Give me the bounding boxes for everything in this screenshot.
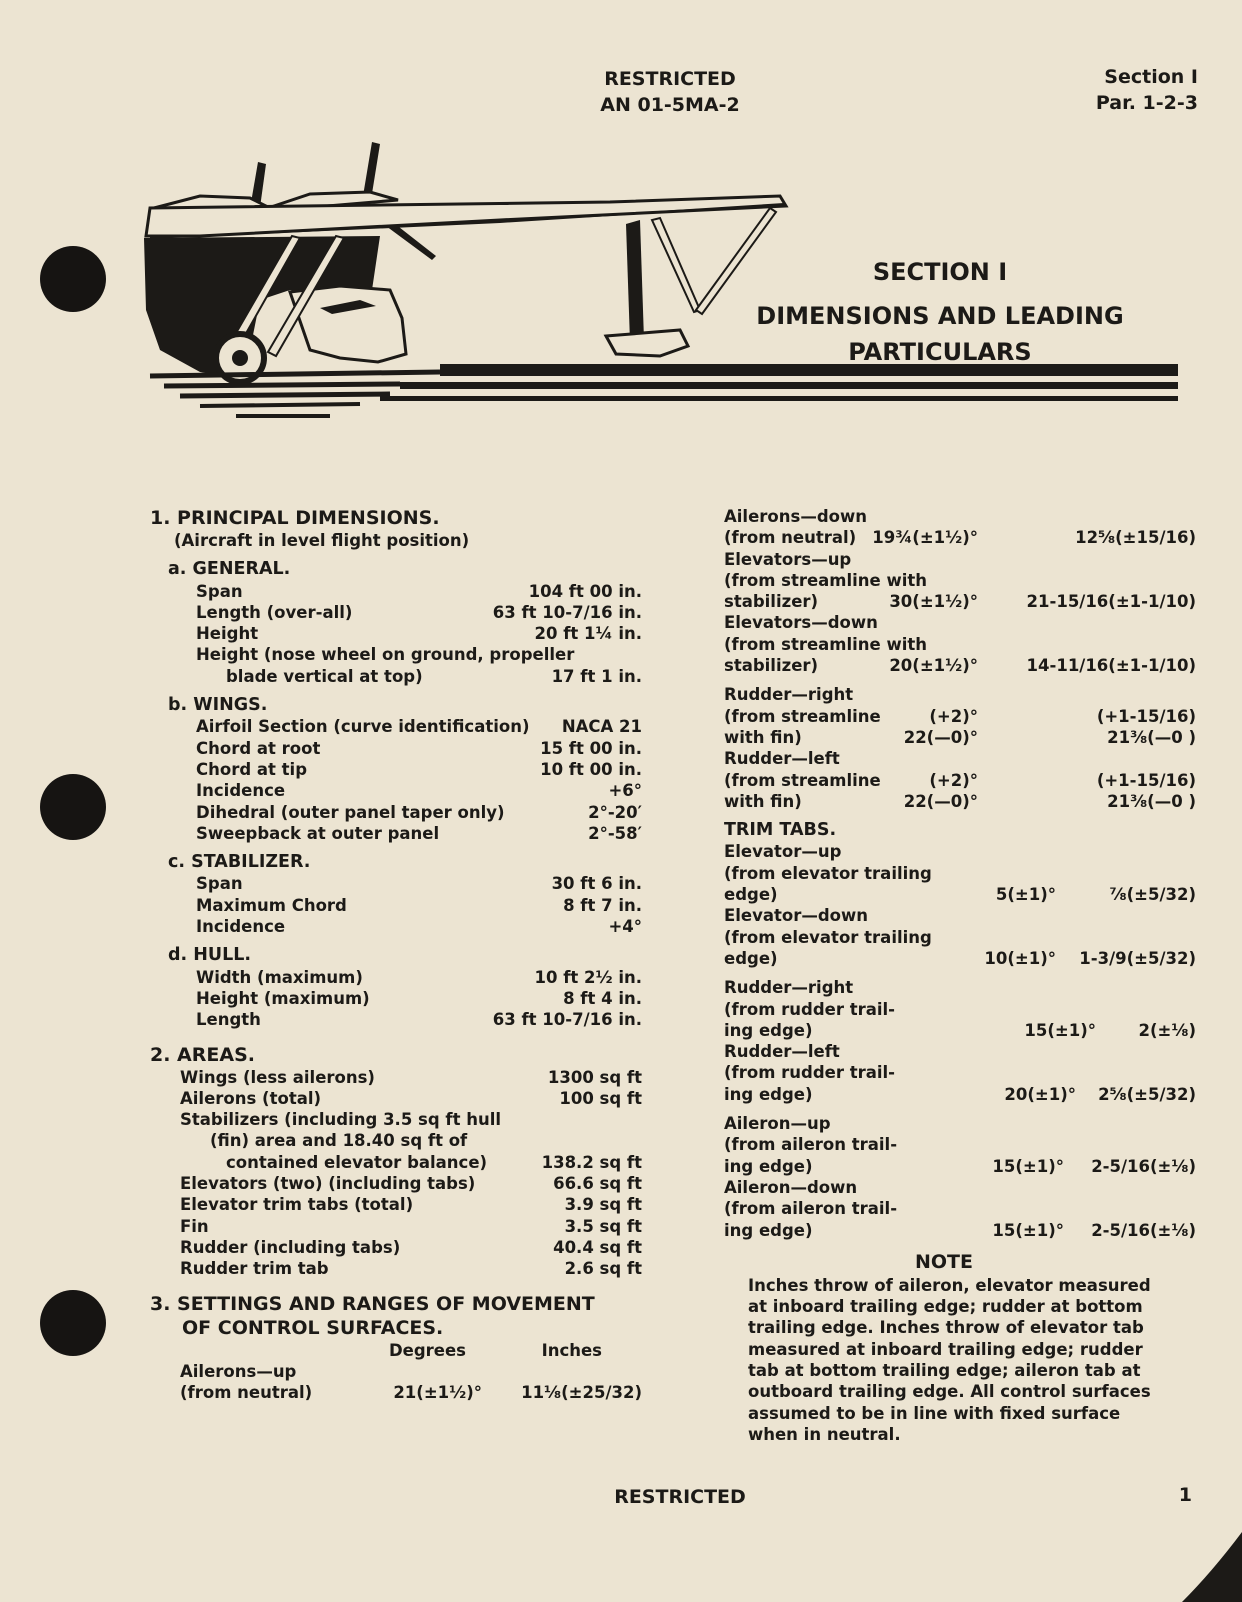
document-number: AN 01-5MA-2 (600, 94, 740, 116)
note-line: when in neutral. (748, 1424, 901, 1444)
section-reference (1096, 64, 1198, 116)
left-column (150, 506, 660, 1403)
section-heading-line2: PARTICULARS (848, 338, 1032, 366)
areas-heading: 2. AREAS. (150, 1043, 255, 1066)
area-row: contained elevator balance) 138.2 sq ft (226, 1152, 642, 1172)
spec-row: Length 63 ft 10-7/16 in. (196, 1010, 642, 1030)
section-heading-line1: DIMENSIONS AND LEADING (756, 302, 1124, 330)
area-row: Elevator trim tabs (total) 3.9 sq ft (180, 1195, 642, 1215)
trim-row: Rudder—right (724, 978, 854, 998)
paragraph-label: Par. 1-2-3 (1095, 92, 1198, 114)
restricted-label: RESTRICTED (604, 68, 736, 90)
trim-row: ing edge) 15(±1)° 2-5/16(±⅛) (724, 1220, 1196, 1240)
principal-dimensions-heading: 1. PRINCIPAL DIMENSIONS. (150, 507, 440, 529)
movement-row: (from streamline (+2)° (+1-15/16) (724, 706, 1196, 726)
movement-row: (from streamline with (724, 570, 928, 590)
stabilizer-heading: c. STABILIZER. (168, 852, 311, 873)
binder-hole-top (40, 246, 106, 312)
right-column (724, 506, 1196, 1445)
movement-row: Elevators—down (724, 613, 878, 633)
area-row: Wings (less ailerons) 1300 sq ft (180, 1067, 642, 1087)
spec-row: Span 104 ft 00 in. (196, 581, 642, 601)
area-row: (fin) area and 18.40 sq ft of (210, 1131, 468, 1151)
area-row: Fin 3.5 sq ft (180, 1216, 642, 1236)
movement-row: (from neutral) 21(±1½)° 11⅛(±25/32) (180, 1383, 642, 1403)
binder-hole-middle (40, 774, 106, 840)
spec-row: Span 30 ft 6 in. (196, 874, 642, 894)
spec-row: Height 20 ft 1¼ in. (196, 624, 642, 644)
trim-row: (from elevator trailing (724, 927, 932, 947)
settings-heading-line1: 3. SETTINGS AND RANGES OF MOVEMENT (150, 1292, 595, 1315)
settings-heading-line2: OF CONTROL SURFACES. (182, 1316, 444, 1339)
note-title: NOTE (915, 1250, 973, 1273)
hull-heading: d. HULL. (168, 945, 252, 966)
movement-row: Ailerons—down (724, 507, 867, 526)
movement-row: Rudder—left (724, 749, 840, 769)
note-line: trailing edge. Inches throw of elevator tab (748, 1318, 1144, 1338)
trim-row: edge) 10(±1)° 1-3/9(±5/32) (724, 948, 1196, 968)
movement-row: with fin) 22(—0)° 21⅜(—0 ) (724, 791, 1196, 811)
inches-column-header: Inches (541, 1340, 602, 1360)
spec-row: Maximum Chord 8 ft 7 in. (196, 895, 642, 915)
trim-row: (from rudder trail- (724, 999, 896, 1019)
area-row: Elevators (two) (including tabs) 66.6 sq ft (180, 1174, 642, 1194)
trim-row: ing edge) 20(±1)° 2⅝(±5/32) (724, 1084, 1196, 1104)
section-title (740, 254, 1140, 370)
general-heading: a. GENERAL. (168, 559, 291, 580)
note-line: at inboard trailing edge; rudder at bottom (748, 1297, 1143, 1317)
spec-row: Incidence +6° (196, 781, 642, 801)
note-line: assumed to be in line with fixed surface (748, 1403, 1121, 1423)
area-row: Stabilizers (including 3.5 sq ft hull (180, 1110, 502, 1130)
spec-row: Width (maximum) 10 ft 2½ in. (196, 967, 642, 987)
spec-row: Airfoil Section (curve identification) NACA 21 (196, 717, 642, 737)
movement-row: Rudder—right (724, 685, 854, 705)
spec-row: Chord at tip 10 ft 00 in. (196, 759, 642, 779)
movement-row: (from neutral) 19¾(±1½)° 12⅝(±15/16) (724, 528, 1196, 548)
note-line: tab at bottom trailing edge; aileron tab at (748, 1360, 1141, 1380)
movement-row: (from streamline with (724, 634, 928, 654)
trim-row: ing edge) 15(±1)° 2(±⅛) (724, 1020, 1196, 1040)
trim-row: Elevator—down (724, 906, 869, 926)
section-number: SECTION I (872, 258, 1008, 286)
note-line: Inches throw of aileron, elevator measured (748, 1275, 1151, 1295)
movement-row: stabilizer) 30(±1½)° 21-15/16(±1-1/10) (724, 592, 1196, 612)
settings-column-headers (180, 1340, 642, 1361)
spec-row: Height (nose wheel on ground, propeller (196, 645, 575, 665)
trim-row: (from rudder trail- (724, 1063, 896, 1083)
note-body (748, 1275, 1188, 1445)
spec-row: Dihedral (outer panel taper only) 2°-20′ (196, 802, 642, 822)
spec-row: Height (maximum) 8 ft 4 in. (196, 988, 642, 1008)
movement-row: with fin) 22(—0)° 21⅜(—0 ) (724, 727, 1196, 747)
binder-hole-bottom (40, 1290, 106, 1356)
note-line: measured at inboard trailing edge; rudder (748, 1339, 1143, 1359)
classification-header (560, 66, 780, 118)
trim-row: Aileron—down (724, 1177, 858, 1197)
spec-row: Chord at root 15 ft 00 in. (196, 738, 642, 758)
area-row: Rudder trim tab 2.6 sq ft (180, 1259, 642, 1279)
note-line: outboard trailing edge. All control surfaces (748, 1382, 1151, 1402)
footer-restricted: RESTRICTED (614, 1486, 746, 1508)
wings-heading: b. WINGS. (168, 695, 268, 716)
trim-row: edge) 5(±1)° ⅞(±5/32) (724, 885, 1196, 905)
trim-row: (from elevator trailing (724, 863, 932, 883)
trim-row: Rudder—left (724, 1042, 840, 1062)
trim-row: Elevator—up (724, 842, 842, 862)
movement-row: Ailerons—up (180, 1361, 297, 1381)
principal-dimensions-note: (Aircraft in level flight position) (174, 531, 470, 550)
spec-row: Sweepback at outer panel 2°-58′ (196, 823, 642, 843)
area-row: Rudder (including tabs) 40.4 sq ft (180, 1237, 642, 1257)
trim-row: ing edge) 15(±1)° 2-5/16(±⅛) (724, 1156, 1196, 1176)
movement-row: Elevators—up (724, 549, 852, 569)
trim-row: (from aileron trail- (724, 1199, 898, 1219)
trim-row: Aileron—up (724, 1114, 831, 1134)
movement-row: stabilizer) 20(±1½)° 14-11/16(±1-1/10) (724, 656, 1196, 676)
degrees-column-header: Degrees (388, 1340, 466, 1360)
movement-row: (from streamline (+2)° (+1-15/16) (724, 770, 1196, 790)
section-label: Section I (1104, 66, 1198, 88)
spec-row: Length (over-all) 63 ft 10-7/16 in. (196, 602, 642, 622)
trim-row: (from aileron trail- (724, 1135, 898, 1155)
trim-tabs-heading: TRIM TABS. (724, 820, 837, 841)
area-row: Ailerons (total) 100 sq ft (180, 1088, 642, 1108)
spec-row: Incidence +4° (196, 917, 642, 937)
spec-row: blade vertical at top) 17 ft 1 in. (226, 666, 642, 686)
page-number: 1 (1178, 1484, 1192, 1506)
page-corner-curl (1152, 1512, 1242, 1602)
